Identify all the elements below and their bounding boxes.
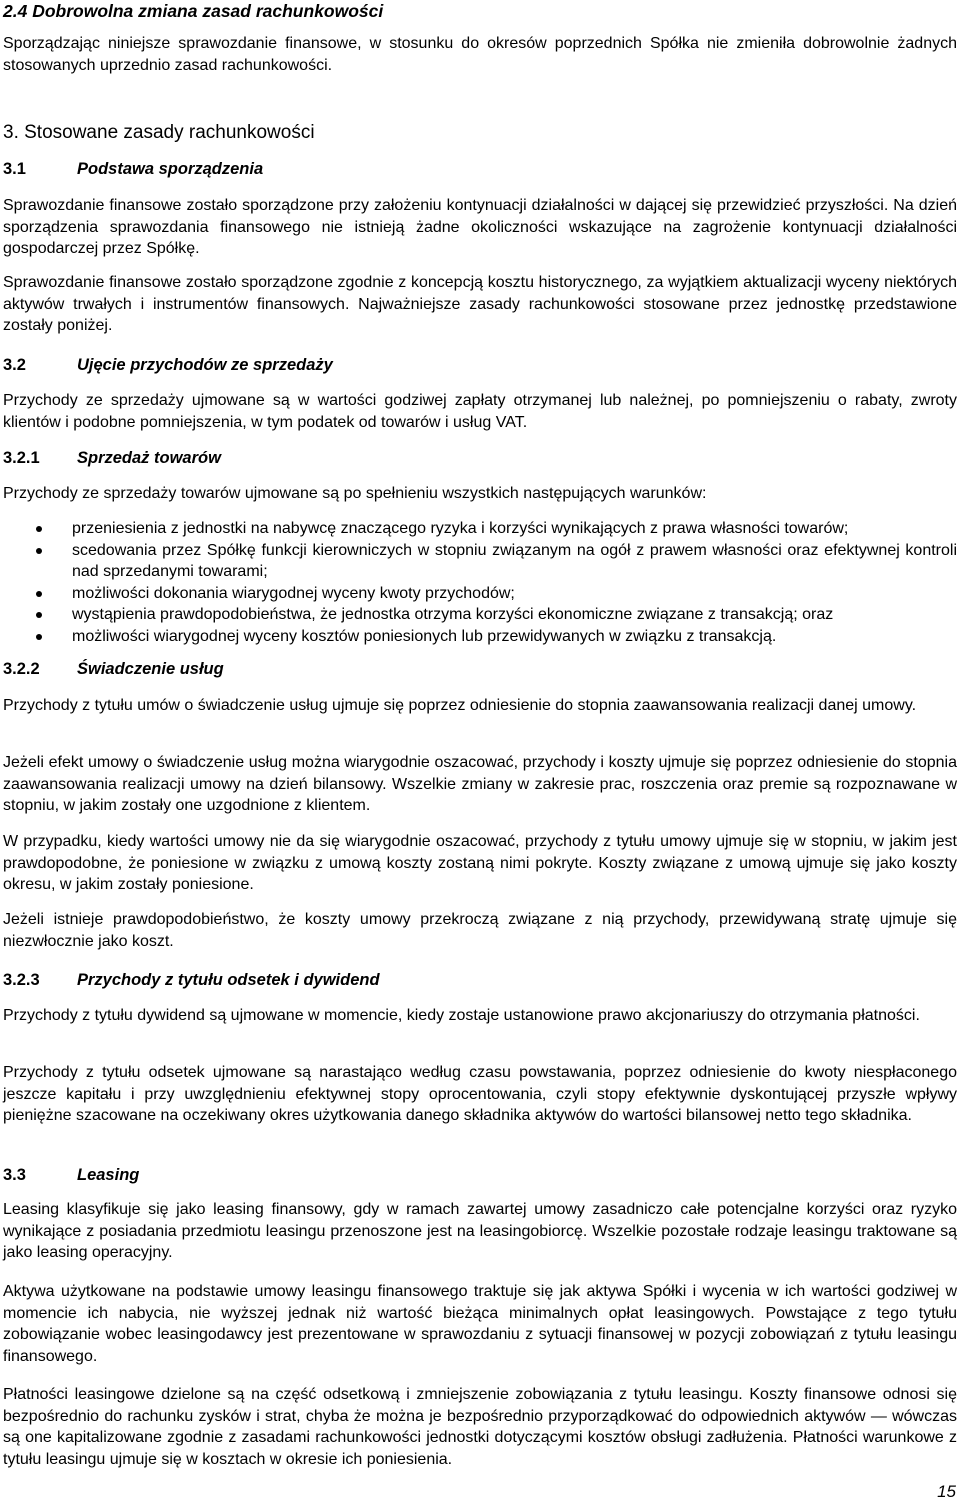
section-title: Leasing: [77, 1166, 140, 1184]
list-item: wystąpienia prawdopodobieństwa, że jednostka otrzyma korzyści ekonomiczne związane z transakcją; oraz: [3, 604, 957, 626]
paragraph: Przychody ze sprzedaży ujmowane są w wartości godziwej zapłaty otrzymanej lub należnej, po pomniejszeniu o rabaty, zwroty klientów i podobne pomniejszenia, w tym podatek od towarów i usług VAT.: [3, 392, 957, 431]
list-item: przeniesienia z jednostki na nabywcę znaczącego ryzyka i korzyści wynikających z prawa własności towarów;: [3, 518, 957, 540]
section-heading-2-4: 2.4 Dobrowolna zmiana zasad rachunkowości: [3, 1, 384, 21]
paragraph: Sprawozdanie finansowe zostało sporządzone zgodnie z koncepcją kosztu historycznego, za wyjątkiem aktualizacji wyceny niektórych aktywów trwałych i instrumentów finansowych. Najważniejsze zasady rachunkowości stosowane przez jednostkę przedstawione zostały poniżej.: [3, 274, 957, 334]
bullet-list: [3, 518, 957, 647]
section-heading-3-3: [3, 1164, 957, 1186]
section-heading-3: 3. Stosowane zasady rachunkowości: [3, 122, 315, 143]
paragraph: Jeżeli efekt umowy o świadczenie usług można wiarygodnie oszacować, przychody i koszty ujmuje się poprzez odniesienie do stopnia zaawansowania realizacji umowy na dzień bilansowy. Wszelkie zmiany w zakresie prac, roszczenia oraz premie są rozpoznawane w stopniu, w jakim zostały one uzgodnione z klientem.: [3, 754, 957, 814]
section-title: Sprzedaż towarów: [77, 449, 221, 467]
section-title: Podstawa sporządzenia: [77, 160, 264, 178]
paragraph: Sprawozdanie finansowe zostało sporządzone przy założeniu kontynuacji działalności w dającej się przewidzieć przyszłości. Na dzień sporządzenia sprawozdania finansowego nie istnieją żadne okoliczności wskazujące na zagrożenie kontynuacji działalności gospodarczej przez Spółkę.: [3, 197, 957, 257]
section-number: 3.2.2: [3, 660, 40, 678]
paragraph: Przychody z tytułu umów o świadczenie usług ujmuje się poprzez odniesienie do stopnia zaawansowania realizacji danej umowy.: [3, 697, 917, 714]
section-heading-3-2-2: [3, 658, 957, 680]
paragraph: Przychody z tytułu odsetek ujmowane są narastająco według czasu powstawania, poprzez odniesienie do kwoty niespłaconego jeszcze kapitału i przy uwzględnieniu efektywnej stopy oprocentowania, czyli stopy efektywnie dyskontującej przyszłe wpływy pieniężne szacowane na oczekiwany okres użytkowania danego składnika aktywów do wartości bilansowej netto tego składnika.: [3, 1064, 957, 1124]
paragraph: Przychody ze sprzedaży towarów ujmowane są po spełnieniu wszystkich następujących warunków:: [3, 485, 707, 502]
paragraph: Przychody z tytułu dywidend są ujmowane w momencie, kiedy zostaje ustanowione prawo akcjonariuszy do otrzymania płatności.: [3, 1007, 920, 1024]
section-number: 3.2.1: [3, 449, 40, 467]
section-title: Przychody z tytułu odsetek i dywidend: [77, 971, 380, 989]
paragraph: Aktywa użytkowane na podstawie umowy leasingu finansowego traktuje się jak aktywa Spółki i wycenia w ich wartości godziwej w momencie ich nabycia, nie wyższej jednak niż wartość bieżąca minimalnych opłat leasingowych. Powstające z tego tytułu zobowiązanie wobec leasingodawcy jest prezentowane w sprawozdaniu z sytuacji finansowej w pozycji zobowiązań z tytułu leasingu finansowego.: [3, 1283, 957, 1365]
section-heading-3-2: [3, 354, 957, 376]
bullet-icon: [36, 526, 42, 532]
paragraph: Leasing klasyfikuje się jako leasing finansowy, gdy w ramach zawartej umowy zasadniczo całe potencjalne korzyści oraz ryzyko wynikające z posiadania przedmiotu leasingu przenoszone jest na leasingobiorcę. Wszelkie pozostałe rodzaje leasingu traktowane są jako leasing operacyjny.: [3, 1201, 957, 1261]
section-title: Świadczenie usług: [77, 660, 224, 678]
list-item: scedowania przez Spółkę funkcji kierowniczych w stopniu związanym na ogół z prawem własności oraz efektywnej kontroli nad sprzedanymi towarami;: [3, 540, 957, 583]
paragraph: Sporządzając niniejsze sprawozdanie finansowe, w stosunku do okresów poprzednich Spółka nie zmieniła dobrowolnie żadnych stosowanych uprzednio zasad rachunkowości.: [3, 35, 957, 74]
bullet-icon: [36, 548, 42, 554]
section-heading-3-2-1: [3, 447, 957, 469]
section-number: 3.1: [3, 160, 26, 178]
section-number: 3.3: [3, 1166, 26, 1184]
bullet-icon: [36, 634, 42, 640]
paragraph: Jeżeli istnieje prawdopodobieństwo, że koszty umowy przekroczą związane z nią przychody, przewidywaną stratę ujmuje się niezwłocznie jako koszt.: [3, 911, 957, 950]
bullet-icon: [36, 591, 42, 597]
list-item: możliwości wiarygodnej wyceny kosztów poniesionych lub przewidywanych w związku z transakcją.: [3, 626, 957, 648]
paragraph: Płatności leasingowe dzielone są na część odsetkową i zmniejszenie zobowiązania z tytułu leasingu. Koszty finansowe odnosi się bezpośrednio do rachunku zysków i strat, chyba że można je bezpośrednio przyporządkować do odpowiednich aktywów — wówczas są one kapitalizowane zgodnie z zasadami rachunkowości jednostki dotyczącymi kosztów obsługi zadłużenia. Płatności warunkowe z tytułu leasingu ujmuje się w kosztach w okresie ich poniesienia.: [3, 1386, 957, 1468]
paragraph: W przypadku, kiedy wartości umowy nie da się wiarygodnie oszacować, przychody z tytułu umowy ujmuje się w stopniu, w jakim jest prawdopodobne, że poniesione w związku z umową koszty zostaną nimi pokryte. Koszty związane z umową ujmuje się jako koszty okresu, w jakim zostały poniesione.: [3, 833, 957, 893]
section-number: 3.2.3: [3, 971, 40, 989]
bullet-icon: [36, 612, 42, 618]
section-heading-3-2-3: [3, 969, 957, 991]
list-item: możliwości dokonania wiarygodnej wyceny kwoty przychodów;: [3, 583, 957, 605]
page-number: 15: [937, 1482, 956, 1501]
section-heading-3-1: [3, 158, 957, 180]
section-title: Ujęcie przychodów ze sprzedaży: [77, 356, 333, 374]
section-number: 3.2: [3, 356, 26, 374]
